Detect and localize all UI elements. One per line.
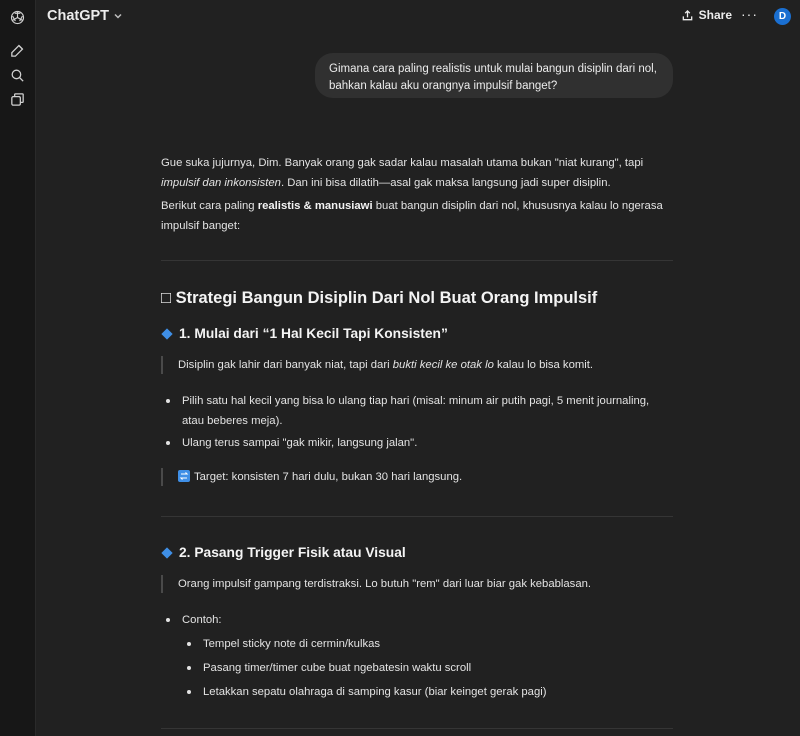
- model-selector[interactable]: [47, 8, 123, 24]
- new-chat-icon[interactable]: [9, 42, 26, 59]
- user-message-bubble: Gimana cara paling realistis untuk mulai bangun disiplin dari nol, bahkan kalau aku orangnya impulsif banget?: [315, 53, 673, 98]
- section-2-heading: 2. Pasang Trigger Fisik atau Visual: [161, 545, 406, 560]
- reply-paragraph-1: Gue suka jujurnya, Dim. Banyak orang gak sadar kalau masalah utama bukan "niat kurang", tapi impulsif dan inkonsisten. Dan ini bisa dilatih—asal gak maksa langsung jadi super disiplin.: [161, 157, 644, 189]
- model-name: ChatGPT: [47, 8, 110, 24]
- openai-logo-icon[interactable]: [9, 9, 26, 26]
- section-1-target-quote: Target: konsisten 7 hari dulu, bukan 30 hari langsung.: [161, 468, 462, 486]
- share-button[interactable]: Share: [681, 8, 732, 22]
- repeat-icon: [178, 470, 190, 482]
- library-icon[interactable]: [9, 91, 26, 108]
- list-item: Ulang terus sampai "gak mikir, langsung jalan".: [182, 433, 672, 453]
- sub-list-item: Tempel sticky note di cermin/kulkas: [203, 634, 673, 654]
- divider: [161, 516, 673, 517]
- section-1-heading: 1. Mulai dari “1 Hal Kecil Tapi Konsisten”: [161, 326, 448, 341]
- more-options-button[interactable]: ···: [741, 6, 758, 22]
- share-icon: [681, 9, 694, 22]
- list-item: Contoh:: [182, 610, 672, 630]
- missing-glyph-icon: □: [161, 289, 171, 307]
- chevron-down-icon: [113, 11, 123, 21]
- blue-diamond-icon: [161, 328, 172, 339]
- blue-diamond-icon: [161, 547, 172, 558]
- section-2-quote: Orang impulsif gampang terdistraksi. Lo butuh "rem" dari luar biar gak kebablasan.: [161, 575, 591, 593]
- divider: [161, 728, 673, 729]
- search-icon[interactable]: [9, 67, 26, 84]
- avatar[interactable]: D: [774, 8, 791, 25]
- sub-list-item: Pasang timer/timer cube buat ngebatesin waktu scroll: [203, 658, 673, 678]
- top-bar: [36, 0, 800, 34]
- reply-paragraph-2: Berikut cara paling realistis & manusiawi buat bangun disiplin dari nol, khususnya kalau lo ngerasa impulsif banget:: [161, 200, 663, 232]
- list-item: Pilih satu hal kecil yang bisa lo ulang tiap hari (misal: minum air putih pagi, 5 menit journaling, atau beberes meja).: [182, 391, 672, 431]
- sidebar: [0, 0, 36, 736]
- divider: [161, 260, 673, 261]
- section-1-quote: Disiplin gak lahir dari banyak niat, tapi dari bukti kecil ke otak lo kalau lo bisa komit.: [161, 356, 593, 374]
- sub-list-item: Letakkan sepatu olahraga di samping kasur (biar keinget gerak pagi): [203, 682, 673, 702]
- main-heading: □ Strategi Bangun Disiplin Dari Nol Buat Orang Impulsif: [161, 289, 598, 307]
